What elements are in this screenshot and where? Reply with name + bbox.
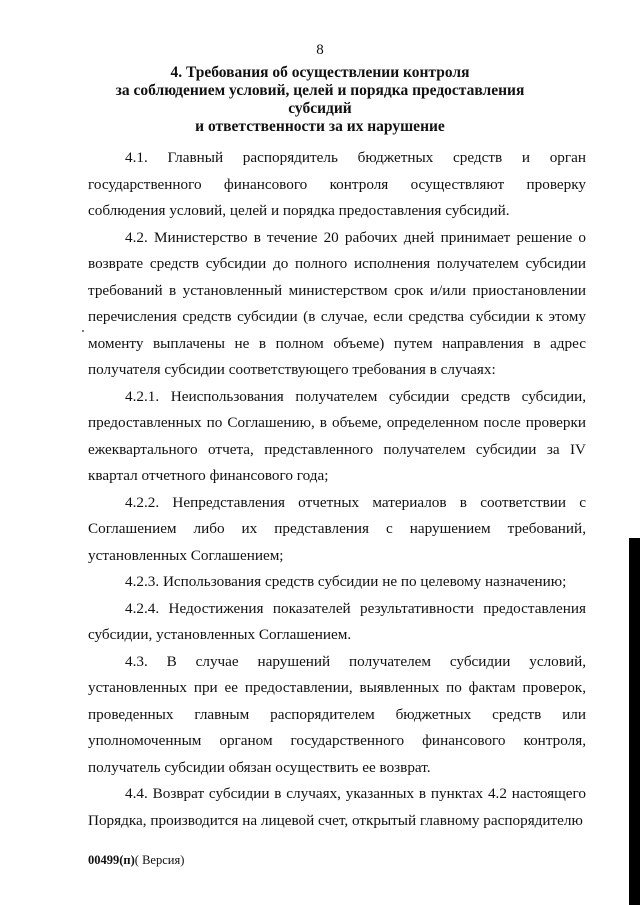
- paragraph-4-2: 4.2. Министерство в течение 20 рабочих дней принимает решение о возврате средств субсидии до полного исполнения получателем субсидии требований в установленный министерством срок и/или приостановлении перечисления средств субсидии (в случае, если средства субсидии к этому моменту выплачены не в полном объеме) путем направления в адрес получателя субсидии соответствующего требования в случаях:: [88, 228, 586, 378]
- footer-document-code: [88, 853, 184, 868]
- paragraph-4-2-2: 4.2.2. Непредставления отчетных материалов в соответствии с Соглашением либо их представления с нарушением требований, установленных Соглашением;: [88, 493, 586, 564]
- document-body: [88, 145, 586, 834]
- section-heading-line: и ответственности за их нарушение: [195, 118, 445, 135]
- paragraph-4-1: 4.1. Главный распорядитель бюджетных средств и орган государственного финансового контроля осуществляют проверку соблюдения условий, целей и порядка предоставления субсидий.: [88, 149, 586, 219]
- paragraph-4-4: 4.4. Возврат субсидии в случаях, указанных в пунктах 4.2 настоящего Порядка, производится на лицевой счет, открытый главному распорядителю: [88, 785, 586, 829]
- scan-speck: [82, 330, 84, 332]
- section-heading: [90, 64, 550, 136]
- footer-version: ( Версия): [134, 853, 185, 867]
- page-number: 8: [316, 42, 324, 58]
- paragraph-4-2-3: 4.2.3. Использования средств субсидии не по целевому назначению;: [125, 573, 567, 590]
- section-heading-line: 4. Требования об осуществлении контроля: [170, 64, 470, 81]
- footer-code: 00499(п): [88, 853, 135, 867]
- scan-edge-shadow: [629, 538, 640, 905]
- paragraph-4-2-1: 4.2.1. Неиспользования получателем субсидии средств субсидии, предоставленных по Соглашению, в объеме, определенном после проверки ежеквартального отчета, представленного получателем субсидии за IV квартал отчетного финансового года;: [88, 387, 586, 484]
- paragraph-4-3: 4.3. В случае нарушений получателем субсидии условий, установленных при ее предоставлении, выявленных по фактам проверок, проведенных главным распорядителем бюджетных средств или уполномоченным органом государственного финансового контроля, получатель субсидии обязан осуществить ее возврат.: [88, 652, 586, 776]
- section-heading-line: за соблюдением условий, целей и порядка предоставления субсидий: [115, 82, 525, 117]
- paragraph-4-2-4: 4.2.4. Недостижения показателей результативности предоставления субсидии, установленных Соглашением.: [88, 599, 586, 643]
